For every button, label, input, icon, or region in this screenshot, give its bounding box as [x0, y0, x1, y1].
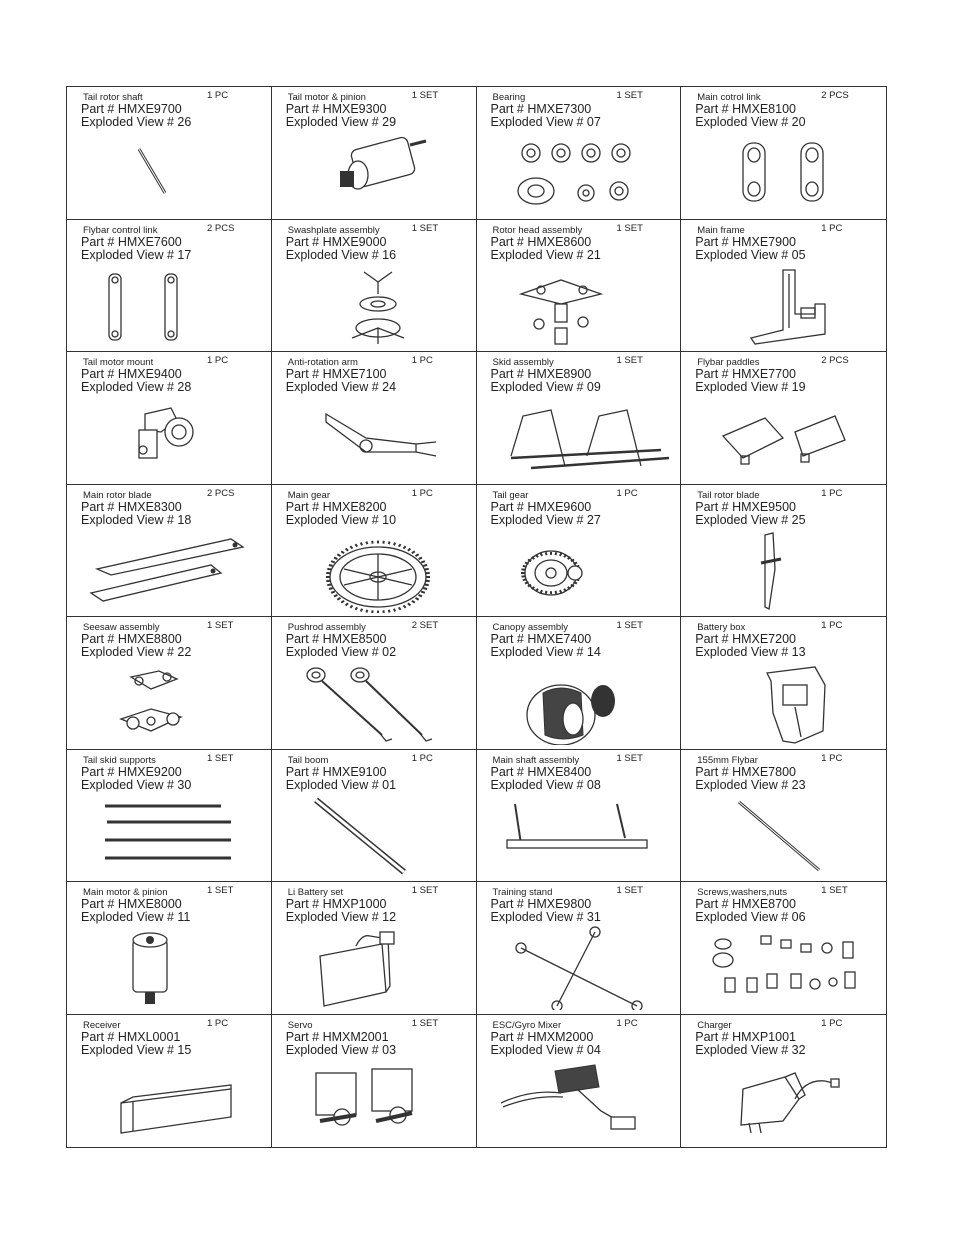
part-number: Part # HMXE7400	[490, 632, 592, 646]
parts-table	[66, 86, 887, 1148]
main-motor-icon	[81, 926, 259, 1010]
part-cell	[67, 750, 272, 883]
part-name: Li Battery set	[287, 887, 344, 898]
part-name: Swashplate assembly	[287, 224, 380, 236]
part-number: Part # HMXE9100	[285, 764, 387, 779]
part-name: Tail motor mount	[83, 357, 154, 368]
part-quantity: 1 SET	[411, 885, 439, 896]
part-number: Part # HMXE9300	[285, 102, 387, 116]
exploded-view-ref: Exploded View # 11	[81, 910, 191, 924]
exploded-view-ref: Exploded View # 10	[285, 512, 397, 527]
servo-icon	[286, 1059, 464, 1143]
part-name: Receiver	[83, 1019, 121, 1031]
part-cell	[272, 750, 477, 883]
tail-blade-icon	[695, 529, 873, 613]
part-quantity: 1 SET	[411, 222, 439, 234]
part-cell	[477, 617, 682, 750]
part-cell	[67, 87, 272, 220]
part-quantity: 2 PCS	[821, 355, 849, 366]
part-number: Part # HMXP1000	[285, 897, 387, 911]
screws-icon	[695, 926, 873, 1010]
exploded-view-ref: Exploded View # 14	[490, 645, 601, 659]
exploded-view-ref: Exploded View # 04	[490, 1042, 601, 1057]
exploded-view-ref: Exploded View # 32	[695, 1042, 806, 1057]
paddles-icon	[695, 396, 873, 480]
part-name: Servo	[287, 1019, 313, 1031]
part-name: Main motor & pinion	[83, 887, 168, 898]
exploded-view-ref: Exploded View # 08	[490, 777, 601, 792]
part-quantity: 1 SET	[411, 90, 439, 101]
part-quantity: 1 PC	[821, 620, 843, 631]
part-name: 155mm Flybar	[697, 754, 758, 766]
part-number: Part # HMXE8800	[81, 632, 182, 646]
part-number: Part # HMXE7300	[490, 102, 592, 116]
part-cell	[67, 1015, 272, 1148]
part-cell	[477, 220, 682, 353]
part-number: Part # HMXE8500	[285, 632, 387, 646]
part-name: Tail motor & pinion	[287, 92, 366, 103]
part-number: Part # HMXE8100	[695, 102, 796, 116]
skid-supports-icon	[81, 794, 259, 878]
exploded-view-ref: Exploded View # 03	[285, 1042, 397, 1057]
part-name: Flybar paddles	[697, 357, 760, 368]
part-number: Part # HMXL0001	[81, 1029, 181, 1044]
exploded-view-ref: Exploded View # 12	[285, 910, 397, 924]
part-quantity: 1 PC	[616, 487, 638, 499]
part-name: Tail rotor blade	[697, 489, 760, 501]
motor-pinion-icon	[286, 131, 464, 215]
part-quantity: 1 SET	[616, 355, 643, 366]
part-cell	[681, 617, 886, 750]
part-cell	[272, 220, 477, 353]
control-link-icon	[695, 131, 873, 215]
part-number: Part # HMXE7700	[695, 367, 796, 381]
main-gear-icon	[286, 529, 464, 613]
part-cell	[67, 882, 272, 1015]
part-name: Skid assembly	[492, 357, 554, 368]
part-quantity: 1 PC	[821, 487, 843, 499]
part-quantity: 1 SET	[616, 752, 643, 764]
part-number: Part # HMXM2001	[285, 1029, 389, 1044]
part-name: Rotor head assembly	[492, 224, 583, 236]
part-number: Part # HMXM2000	[490, 1029, 594, 1044]
pushrod-icon	[286, 661, 464, 745]
part-number: Part # HMXE9200	[81, 764, 182, 779]
part-number: Part # HMXE8400	[490, 764, 592, 779]
part-quantity: 1 PC	[821, 1017, 843, 1029]
part-cell	[477, 87, 682, 220]
part-name: Main cotrol link	[697, 92, 761, 103]
part-cell	[272, 882, 477, 1015]
part-name: Training stand	[492, 887, 553, 898]
main-shaft-icon	[491, 794, 669, 878]
part-name: Bearing	[492, 92, 526, 103]
part-quantity: 1 SET	[616, 90, 643, 101]
part-number: Part # HMXE9600	[490, 499, 592, 514]
motor-mount-icon	[81, 396, 259, 480]
part-number: Part # HMXE8000	[81, 897, 182, 911]
part-name: Main shaft assembly	[492, 754, 580, 766]
exploded-view-ref: Exploded View # 26	[81, 115, 192, 129]
canopy-icon	[491, 661, 669, 745]
part-number: Part # HMXE7600	[81, 234, 182, 249]
part-name: Tail rotor shaft	[83, 92, 143, 103]
anti-rotation-arm-icon	[286, 396, 464, 480]
part-cell	[681, 87, 886, 220]
part-cell	[67, 617, 272, 750]
part-quantity: 1 PC	[411, 487, 433, 499]
part-name: Tail skid supports	[83, 754, 156, 766]
part-number: Part # HMXE7800	[695, 764, 796, 779]
training-stand-icon	[491, 926, 669, 1010]
tail-boom-icon	[286, 794, 464, 878]
part-cell	[272, 352, 477, 485]
part-name: Flybar control link	[83, 224, 158, 236]
receiver-icon	[81, 1059, 259, 1143]
part-cell	[67, 485, 272, 618]
part-name: Main rotor blade	[83, 489, 152, 501]
part-quantity: 1 PC	[207, 1017, 229, 1029]
part-name: Canopy assembly	[492, 622, 569, 633]
part-number: Part # HMXE9800	[490, 897, 592, 911]
exploded-view-ref: Exploded View # 15	[81, 1042, 192, 1057]
part-number: Part # HMXE9000	[285, 234, 387, 249]
bearings-icon	[491, 131, 669, 215]
part-cell	[477, 352, 682, 485]
part-name: Charger	[697, 1019, 732, 1031]
rotor-blade-icon	[81, 529, 259, 613]
exploded-view-ref: Exploded View # 06	[695, 910, 806, 924]
shaft-icon	[81, 131, 259, 215]
exploded-view-ref: Exploded View # 16	[285, 247, 397, 262]
exploded-view-ref: Exploded View # 20	[695, 115, 806, 129]
flybar-link-icon	[81, 264, 259, 348]
seesaw-icon	[81, 661, 259, 745]
part-number: Part # HMXE8600	[490, 234, 592, 249]
flybar-icon	[695, 794, 873, 878]
battery-icon	[286, 926, 464, 1010]
exploded-view-ref: Exploded View # 24	[285, 380, 397, 394]
exploded-view-ref: Exploded View # 18	[81, 512, 192, 527]
main-frame-icon	[695, 264, 873, 348]
part-cell	[272, 485, 477, 618]
part-cell	[67, 352, 272, 485]
part-name: Tail gear	[492, 489, 529, 501]
part-quantity: 1 SET	[207, 885, 234, 896]
exploded-view-ref: Exploded View # 02	[285, 645, 397, 659]
part-number: Part # HMXE7900	[695, 234, 796, 249]
part-name: Anti-rotation arm	[287, 357, 358, 368]
skid-icon	[491, 396, 669, 480]
rotor-head-icon	[491, 264, 669, 348]
part-name: Seesaw assembly	[83, 622, 160, 633]
exploded-view-ref: Exploded View # 27	[490, 512, 601, 527]
part-quantity: 1 SET	[616, 222, 643, 234]
part-name: Battery box	[697, 622, 746, 633]
part-quantity: 2 PCS	[207, 487, 235, 499]
exploded-view-ref: Exploded View # 21	[490, 247, 601, 262]
part-cell	[681, 882, 886, 1015]
part-quantity: 1 PC	[207, 355, 229, 366]
part-number: Part # HMXE7200	[695, 632, 796, 646]
part-cell	[272, 87, 477, 220]
part-quantity: 1 SET	[616, 885, 643, 896]
part-cell	[477, 882, 682, 1015]
part-name: Screws,washers,nuts	[697, 887, 788, 898]
part-cell	[681, 352, 886, 485]
exploded-view-ref: Exploded View # 05	[695, 247, 806, 262]
part-name: Pushrod assembly	[287, 622, 366, 633]
exploded-view-ref: Exploded View # 19	[695, 380, 806, 394]
part-cell	[681, 220, 886, 353]
exploded-view-ref: Exploded View # 23	[695, 777, 806, 792]
exploded-view-ref: Exploded View # 31	[490, 910, 601, 924]
part-quantity: 1 PC	[821, 222, 843, 234]
part-quantity: 1 PC	[411, 752, 433, 764]
part-name: ESC/Gyro Mixer	[492, 1019, 562, 1031]
part-quantity: 2 PCS	[821, 90, 849, 101]
exploded-view-ref: Exploded View # 07	[490, 115, 601, 129]
part-quantity: 1 SET	[616, 620, 643, 631]
swashplate-icon	[286, 264, 464, 348]
part-number: Part # HMXE8900	[490, 367, 592, 381]
exploded-view-ref: Exploded View # 30	[81, 777, 192, 792]
exploded-view-ref: Exploded View # 25	[695, 512, 806, 527]
part-cell	[681, 750, 886, 883]
part-number: Part # HMXP1001	[695, 1029, 796, 1044]
part-number: Part # HMXE9400	[81, 367, 182, 381]
part-number: Part # HMXE7100	[285, 367, 387, 381]
part-quantity: 1 PC	[411, 355, 433, 366]
part-number: Part # HMXE9500	[695, 499, 796, 514]
part-quantity: 1 PC	[616, 1017, 638, 1029]
part-cell	[272, 1015, 477, 1148]
part-cell	[681, 1015, 886, 1148]
esc-icon	[491, 1059, 669, 1143]
part-quantity: 1 SET	[207, 752, 234, 764]
part-cell	[477, 750, 682, 883]
exploded-view-ref: Exploded View # 22	[81, 645, 192, 659]
part-quantity: 1 PC	[207, 90, 229, 101]
exploded-view-ref: Exploded View # 17	[81, 247, 192, 262]
part-quantity: 2 PCS	[207, 222, 235, 234]
part-number: Part # HMXE8200	[285, 499, 387, 514]
charger-icon	[695, 1059, 873, 1143]
part-cell	[477, 485, 682, 618]
part-name: Main gear	[287, 489, 330, 501]
part-number: Part # HMXE9700	[81, 102, 182, 116]
part-cell	[67, 220, 272, 353]
exploded-view-ref: Exploded View # 13	[695, 645, 806, 659]
exploded-view-ref: Exploded View # 01	[285, 777, 397, 792]
part-cell	[681, 485, 886, 618]
part-number: Part # HMXE8300	[81, 499, 182, 514]
part-quantity: 1 SET	[207, 620, 234, 631]
exploded-view-ref: Exploded View # 28	[81, 380, 192, 394]
part-cell	[477, 1015, 682, 1148]
part-quantity: 2 SET	[411, 620, 439, 631]
part-quantity: 1 PC	[821, 752, 843, 764]
part-number: Part # HMXE8700	[695, 897, 796, 911]
tail-gear-icon	[491, 529, 669, 613]
part-name: Main frame	[697, 224, 745, 236]
part-quantity: 1 SET	[411, 1017, 439, 1029]
part-cell	[272, 617, 477, 750]
part-quantity: 1 SET	[821, 885, 848, 896]
exploded-view-ref: Exploded View # 29	[285, 115, 397, 129]
exploded-view-ref: Exploded View # 09	[490, 380, 601, 394]
battery-box-icon	[695, 661, 873, 745]
part-name: Tail boom	[287, 754, 329, 766]
